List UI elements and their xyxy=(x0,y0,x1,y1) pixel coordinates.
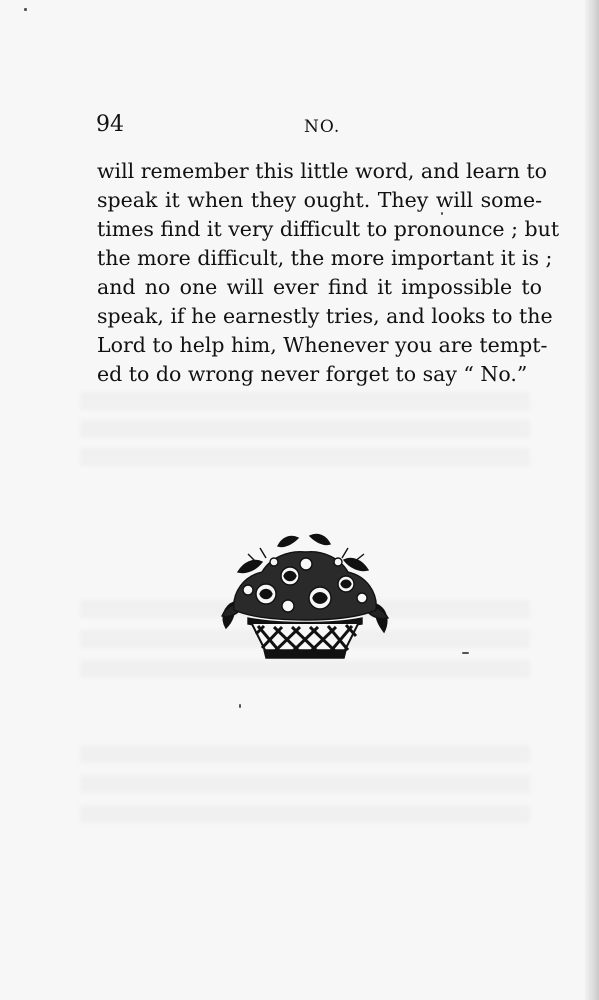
text-line: speak it when they ought. They will some- xyxy=(97,188,542,212)
paper-speck xyxy=(441,212,443,215)
bleed-through-shadow xyxy=(80,420,530,438)
page-edge-shadow xyxy=(585,0,599,1000)
text-line: and no one will ever find it impossible to xyxy=(97,275,542,299)
bleed-through-shadow xyxy=(80,805,530,823)
bleed-through-shadow xyxy=(80,775,530,793)
paper-speck xyxy=(24,8,27,11)
running-title: NO. xyxy=(304,117,341,137)
text-line: will remember this little word, and learn to xyxy=(97,159,547,183)
bleed-through-shadow xyxy=(80,392,530,410)
text-line: times find it very difficult to pronounce ; but xyxy=(97,217,560,241)
text-line: speak, if he earnestly tries, and looks to the xyxy=(97,304,553,328)
page-number: 94 xyxy=(96,112,124,137)
bleed-through-shadow xyxy=(80,660,530,678)
paper-speck xyxy=(462,652,469,654)
text-line: ed to do wrong never forget to say “ No.” xyxy=(97,362,528,386)
text-line: Lord to help him, Whenever you are tempt- xyxy=(97,333,548,357)
paper-speck xyxy=(239,704,241,708)
bleed-through-shadow xyxy=(80,448,530,466)
flower-basket-vignette-icon xyxy=(218,532,392,660)
text-line: the more difficult, the more important it is ; xyxy=(97,246,553,270)
bleed-through-shadow xyxy=(80,745,530,763)
